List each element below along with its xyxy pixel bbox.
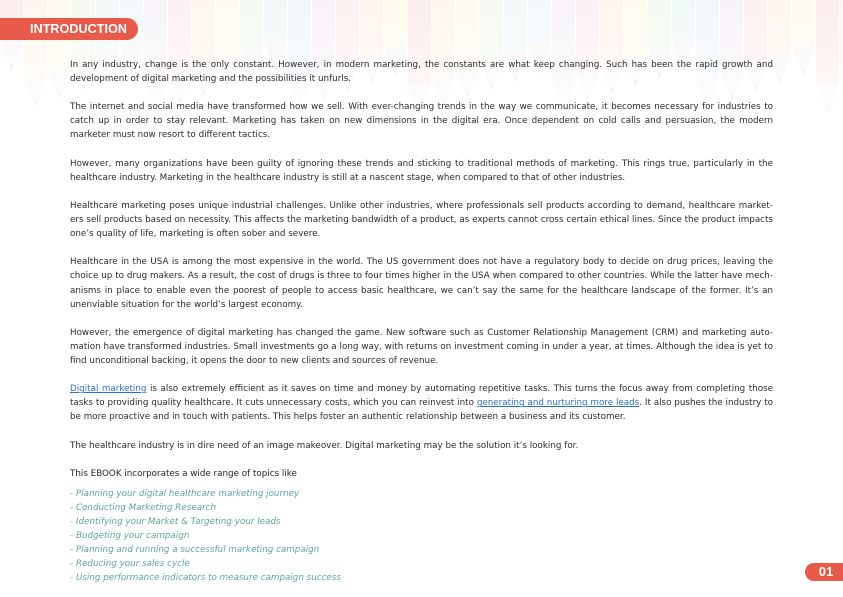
topic-item: - Budgeting your campaign (70, 531, 190, 542)
paragraph: In any industry, change is the only constant. However, in modern marketing, the constants are what keep changing. Such has been the rapid growth and development of digital marketing and the possibilities it unfurls. (70, 60, 773, 85)
paragraph: Healthcare in the USA is among the most expensive in the world. The US government does not have a regulatory body to decide on drug prices, leaving the choice up to drug makers. As a result, the cost of drugs is three to four times higher in the USA when compared to other countries. While the latter have mech-anisms in place to enable even the poorest of people to access basic healthcare, we can’t say the same for the healthcare landscape of the former. It’s an unenviable situation for the world’s largest economy. (70, 257, 773, 310)
paragraph-text: . It also pushes the industry to be more proactive and in touch with patients. This helps foster an authentic relationship between a business and its customer. (70, 398, 773, 423)
topic-item: - Identifying your Market & Targeting your leads (70, 517, 281, 527)
digital-marketing-link[interactable]: Digital marketing (70, 384, 147, 395)
paragraph-text: is also extremely efficient as it saves on time and money by automating repetitive tasks. This turns the focus away from completing those tasks to providing quality healthcare. It cuts unnecessary costs, which you can reinvest into (70, 384, 773, 409)
topics-list (70, 487, 773, 586)
paragraph: The internet and social media have transformed how we sell. With ever-changing trends in the way we communicate, it becomes necessary for industries to catch up in order to stay relevant. Marketing has taken on new dimensions in the digital era. Once dependent on cold calls and persuasion, the modern marketer must now resort to different tactics. (70, 102, 773, 141)
generating-leads-link[interactable]: generating and nurturing more leads (476, 398, 640, 409)
closing-paragraph: The healthcare industry is in dire need of an image makeover. Digital marketing may be the solution it’s looking for. (70, 440, 579, 451)
page-number-badge (805, 563, 843, 581)
paragraph-with-links (70, 382, 773, 424)
section-title: INTRODUCTION (30, 22, 128, 36)
paragraph: However, the emergence of digital marketing has changed the game. New software such as Customer Relationship Management (CRM) and marketing auto-mation have transformed industries. Small investments go a long way, with returns on investment coming in under a year, at times. Although the idea is yet to find unconditional backing, it opens the door to new clients and sources of revenue. (70, 327, 773, 366)
topic-item: - Conducting Marketing Research (70, 502, 217, 513)
topic-item: - Planning and running a successful marketing campaign (70, 545, 320, 556)
paragraph: However, many organizations have been guilty of ignoring these trends and sticking to traditional methods of marketing. This rings true, particularly in the healthcare industry. Marketing in the healthcare industry is still at a nascent stage, when compared to that of other industries. (70, 158, 773, 183)
topic-item: - Planning your digital healthcare marketing journey (70, 488, 300, 499)
paragraph: Healthcare marketing poses unique industrial challenges. Unlike other industries, where professionals sell products according to demand, healthcare market-ers sell products based on necessity. This affects the marketing bandwidth of a product, as experts cannot cross certain ethical lines. Since the product impacts one’s quality of life, marketing is often sober and severe. (70, 200, 773, 240)
topic-item: - Reducing your sales cycle (70, 559, 190, 570)
topics-heading: This EBOOK incorporates a wide range of topics like (70, 468, 297, 479)
topic-item: - Using performance indicators to measure campaign success (70, 573, 341, 584)
article-body (70, 58, 773, 585)
section-title-badge (0, 18, 138, 40)
page-number: 01 (818, 564, 834, 579)
